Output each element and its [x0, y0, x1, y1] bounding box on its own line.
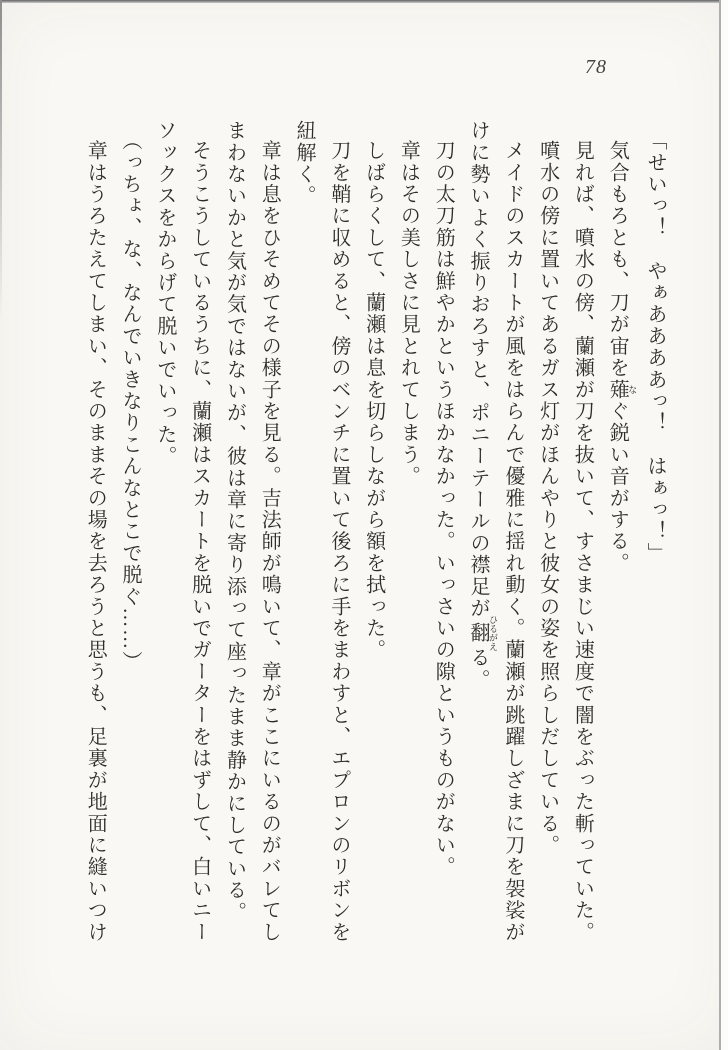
vertical-text-block: [77, 120, 672, 945]
paragraph-7: 章はその美しさに見とれてしまう。: [397, 140, 420, 488]
ruby-annotated-text: 翻 ひるがえ: [467, 615, 499, 652]
scan-border-line: [719, 0, 721, 1050]
ruby-annotated-text: 薙 な: [606, 378, 638, 401]
paragraph-3: 見れば、噴水の傍、蘭瀬が刀を抜いて、すさまじい速度で闇をぶった斬っていた。: [571, 140, 594, 943]
paragraph-2: 気合もろとも、刀が宙を薙 なぐ鋭い音がする。: [606, 140, 638, 575]
scan-edge-left: [0, 0, 2, 320]
paragraph-4: 噴水の傍に置いてあるガス灯がほんやりと彼女の姿を照らしだしている。: [536, 140, 559, 857]
paragraph-5: メイドのスカートが風をはらんで優雅に揺れ動く。蘭瀬が跳躍しざまに刀を袈裟がけに勢いよく振りおろすと、ポニーテールの襟足が翻 ひるがえる。: [467, 120, 524, 943]
scan-edge-top: [0, 0, 728, 3]
paragraph-13: 章はうろたえてしまい、そのままその場を去ろうと思うも、足裏が地面に縫いつけ: [84, 140, 107, 943]
paragraph-8: しばらくして、蘭瀬は息を切らしながら額を拭った。: [362, 140, 385, 661]
furigana: ひるがえ: [488, 615, 499, 652]
furigana: な: [627, 378, 638, 401]
paragraph-6: 刀の太刀筋は鮮やかというほかなかった。いっさいの隙というものがない。: [432, 140, 455, 878]
page-number: 78: [585, 56, 607, 78]
paragraph-12: （っちょ、な、なんでいきなりこんなとこで脱ぐ……）: [119, 130, 142, 673]
paragraph-10: 章は息をひそめてその様子を見る。吉法師が鳴いて、章がここにいるのがバレてしまわないかと気が気ではないが、彼は章に寄り添って座ったまま静かにしている。: [223, 120, 281, 943]
paragraph-9: 刀を鞘に収めると、傍のベンチに置いて後ろに手をまわすと、エプロンのリボンを紐解く。: [293, 120, 350, 943]
paragraph-11: そうこうしているうちに、蘭瀬はスカートを脱いでガーターをはずして、白いニーソックスをからげて脱いでいった。: [153, 120, 211, 943]
paragraph-1: 「せいっ！ やぁああああっ！ はぁっ！」: [644, 130, 666, 564]
scan-margin-right: [721, 0, 728, 1050]
